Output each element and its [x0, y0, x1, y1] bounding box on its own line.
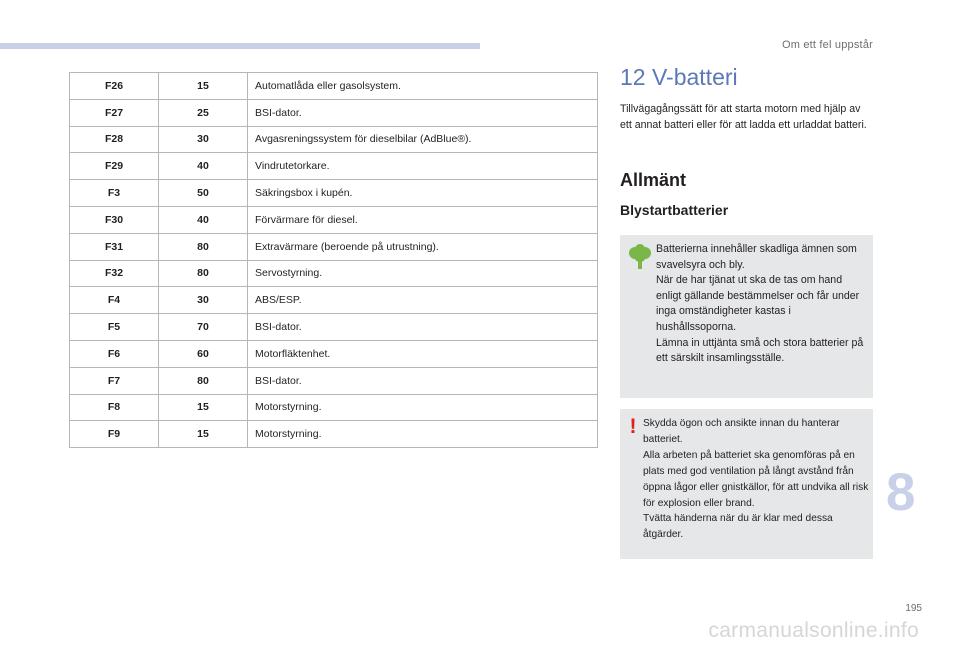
environment-note-line: Lämna in uttjänta små och stora batterier på ett särskilt insamlingsställe. — [656, 336, 864, 365]
chapter-number: 8 — [886, 463, 916, 522]
table-row — [70, 367, 598, 394]
battery-intro: Tillvägagångssätt för att starta motorn med hjälp av ett annat batteri eller för att ladda ett urladdat batteri. — [620, 103, 867, 131]
header-accent-bar — [0, 43, 480, 49]
fuse-cell: F4 — [70, 287, 159, 314]
amperage-cell: 70 — [159, 314, 248, 341]
amperage-cell: 40 — [159, 206, 248, 233]
table-row — [70, 180, 598, 207]
warning-note-line: Tvätta händerna när du är klar med dessa åtgärder. — [643, 513, 833, 541]
function-cell: Säkringsbox i kupén. — [248, 180, 598, 207]
fuse-cell: F27 — [70, 99, 159, 126]
amperage-cell: 30 — [159, 126, 248, 153]
fuse-cell: F29 — [70, 153, 159, 180]
table-row — [70, 206, 598, 233]
fuse-cell: F32 — [70, 260, 159, 287]
function-cell: Avgasreningssystem för dieselbilar (AdBlue®). — [248, 126, 598, 153]
amperage-cell: 15 — [159, 421, 248, 448]
fuse-table — [69, 72, 598, 448]
environment-note-line: När de har tjänat ut ska de tas om hand enligt gällande bestämmelser och får under inga omständigheter kastas i hushållssoporna. — [656, 274, 860, 333]
amperage-cell: 80 — [159, 233, 248, 260]
table-row — [70, 99, 598, 126]
warning-note — [620, 409, 873, 559]
amperage-cell: 15 — [159, 73, 248, 100]
exclamation-icon: ! — [629, 415, 637, 438]
fuse-cell: F30 — [70, 206, 159, 233]
tree-icon — [628, 244, 652, 270]
fuse-cell: F3 — [70, 180, 159, 207]
function-cell: Extravärmare (beroende på utrustning). — [248, 233, 598, 260]
fuse-cell: F8 — [70, 394, 159, 421]
function-cell: Motorstyrning. — [248, 394, 598, 421]
fuse-cell: F31 — [70, 233, 159, 260]
fuse-cell: F26 — [70, 73, 159, 100]
function-cell: BSI-dator. — [248, 314, 598, 341]
function-cell: Servostyrning. — [248, 260, 598, 287]
battery-title: 12 V-batteri — [620, 64, 738, 90]
fuse-cell: F5 — [70, 314, 159, 341]
fuse-cell: F9 — [70, 421, 159, 448]
function-cell: Vindrutetorkare. — [248, 153, 598, 180]
amperage-cell: 80 — [159, 367, 248, 394]
amperage-cell: 50 — [159, 180, 248, 207]
function-cell: Automatlåda eller gasolsystem. — [248, 73, 598, 100]
function-cell: ABS/ESP. — [248, 287, 598, 314]
amperage-cell: 30 — [159, 287, 248, 314]
table-row — [70, 314, 598, 341]
warning-note-line: Skydda ögon och ansikte innan du hanterar batteriet. — [643, 418, 840, 445]
environment-note — [620, 235, 873, 398]
amperage-cell: 15 — [159, 394, 248, 421]
fuse-cell: F6 — [70, 340, 159, 367]
function-cell: Motorfläktenhet. — [248, 340, 598, 367]
environment-note-line: Batterierna innehåller skadliga ämnen som svavelsyra och bly. — [656, 243, 857, 271]
warning-note-line: Alla arbeten på batteriet ska genomföras på en plats med god ventilation på långt avstånd från öppna lågor eller gnistkällor, för att undvika all risk för explosion eller brand. — [643, 449, 869, 509]
function-cell: Motorstyrning. — [248, 421, 598, 448]
table-row — [70, 126, 598, 153]
fuse-cell: F28 — [70, 126, 159, 153]
amperage-cell: 25 — [159, 99, 248, 126]
watermark: carmanualsonline.info — [708, 619, 919, 642]
table-row — [70, 233, 598, 260]
section-title: Om ett fel uppstår — [781, 39, 873, 51]
lead-acid-heading: Blystartbatterier — [620, 202, 729, 218]
amperage-cell: 40 — [159, 153, 248, 180]
amperage-cell: 80 — [159, 260, 248, 287]
amperage-cell: 60 — [159, 340, 248, 367]
table-row — [70, 260, 598, 287]
general-heading: Allmänt — [620, 170, 687, 190]
page-number: 195 — [905, 603, 922, 614]
table-row — [70, 340, 598, 367]
table-row — [70, 153, 598, 180]
function-cell: Förvärmare för diesel. — [248, 206, 598, 233]
function-cell: BSI-dator. — [248, 99, 598, 126]
table-row — [70, 73, 598, 100]
table-row — [70, 287, 598, 314]
table-row — [70, 394, 598, 421]
fuse-cell: F7 — [70, 367, 159, 394]
table-row — [70, 421, 598, 448]
function-cell: BSI-dator. — [248, 367, 598, 394]
